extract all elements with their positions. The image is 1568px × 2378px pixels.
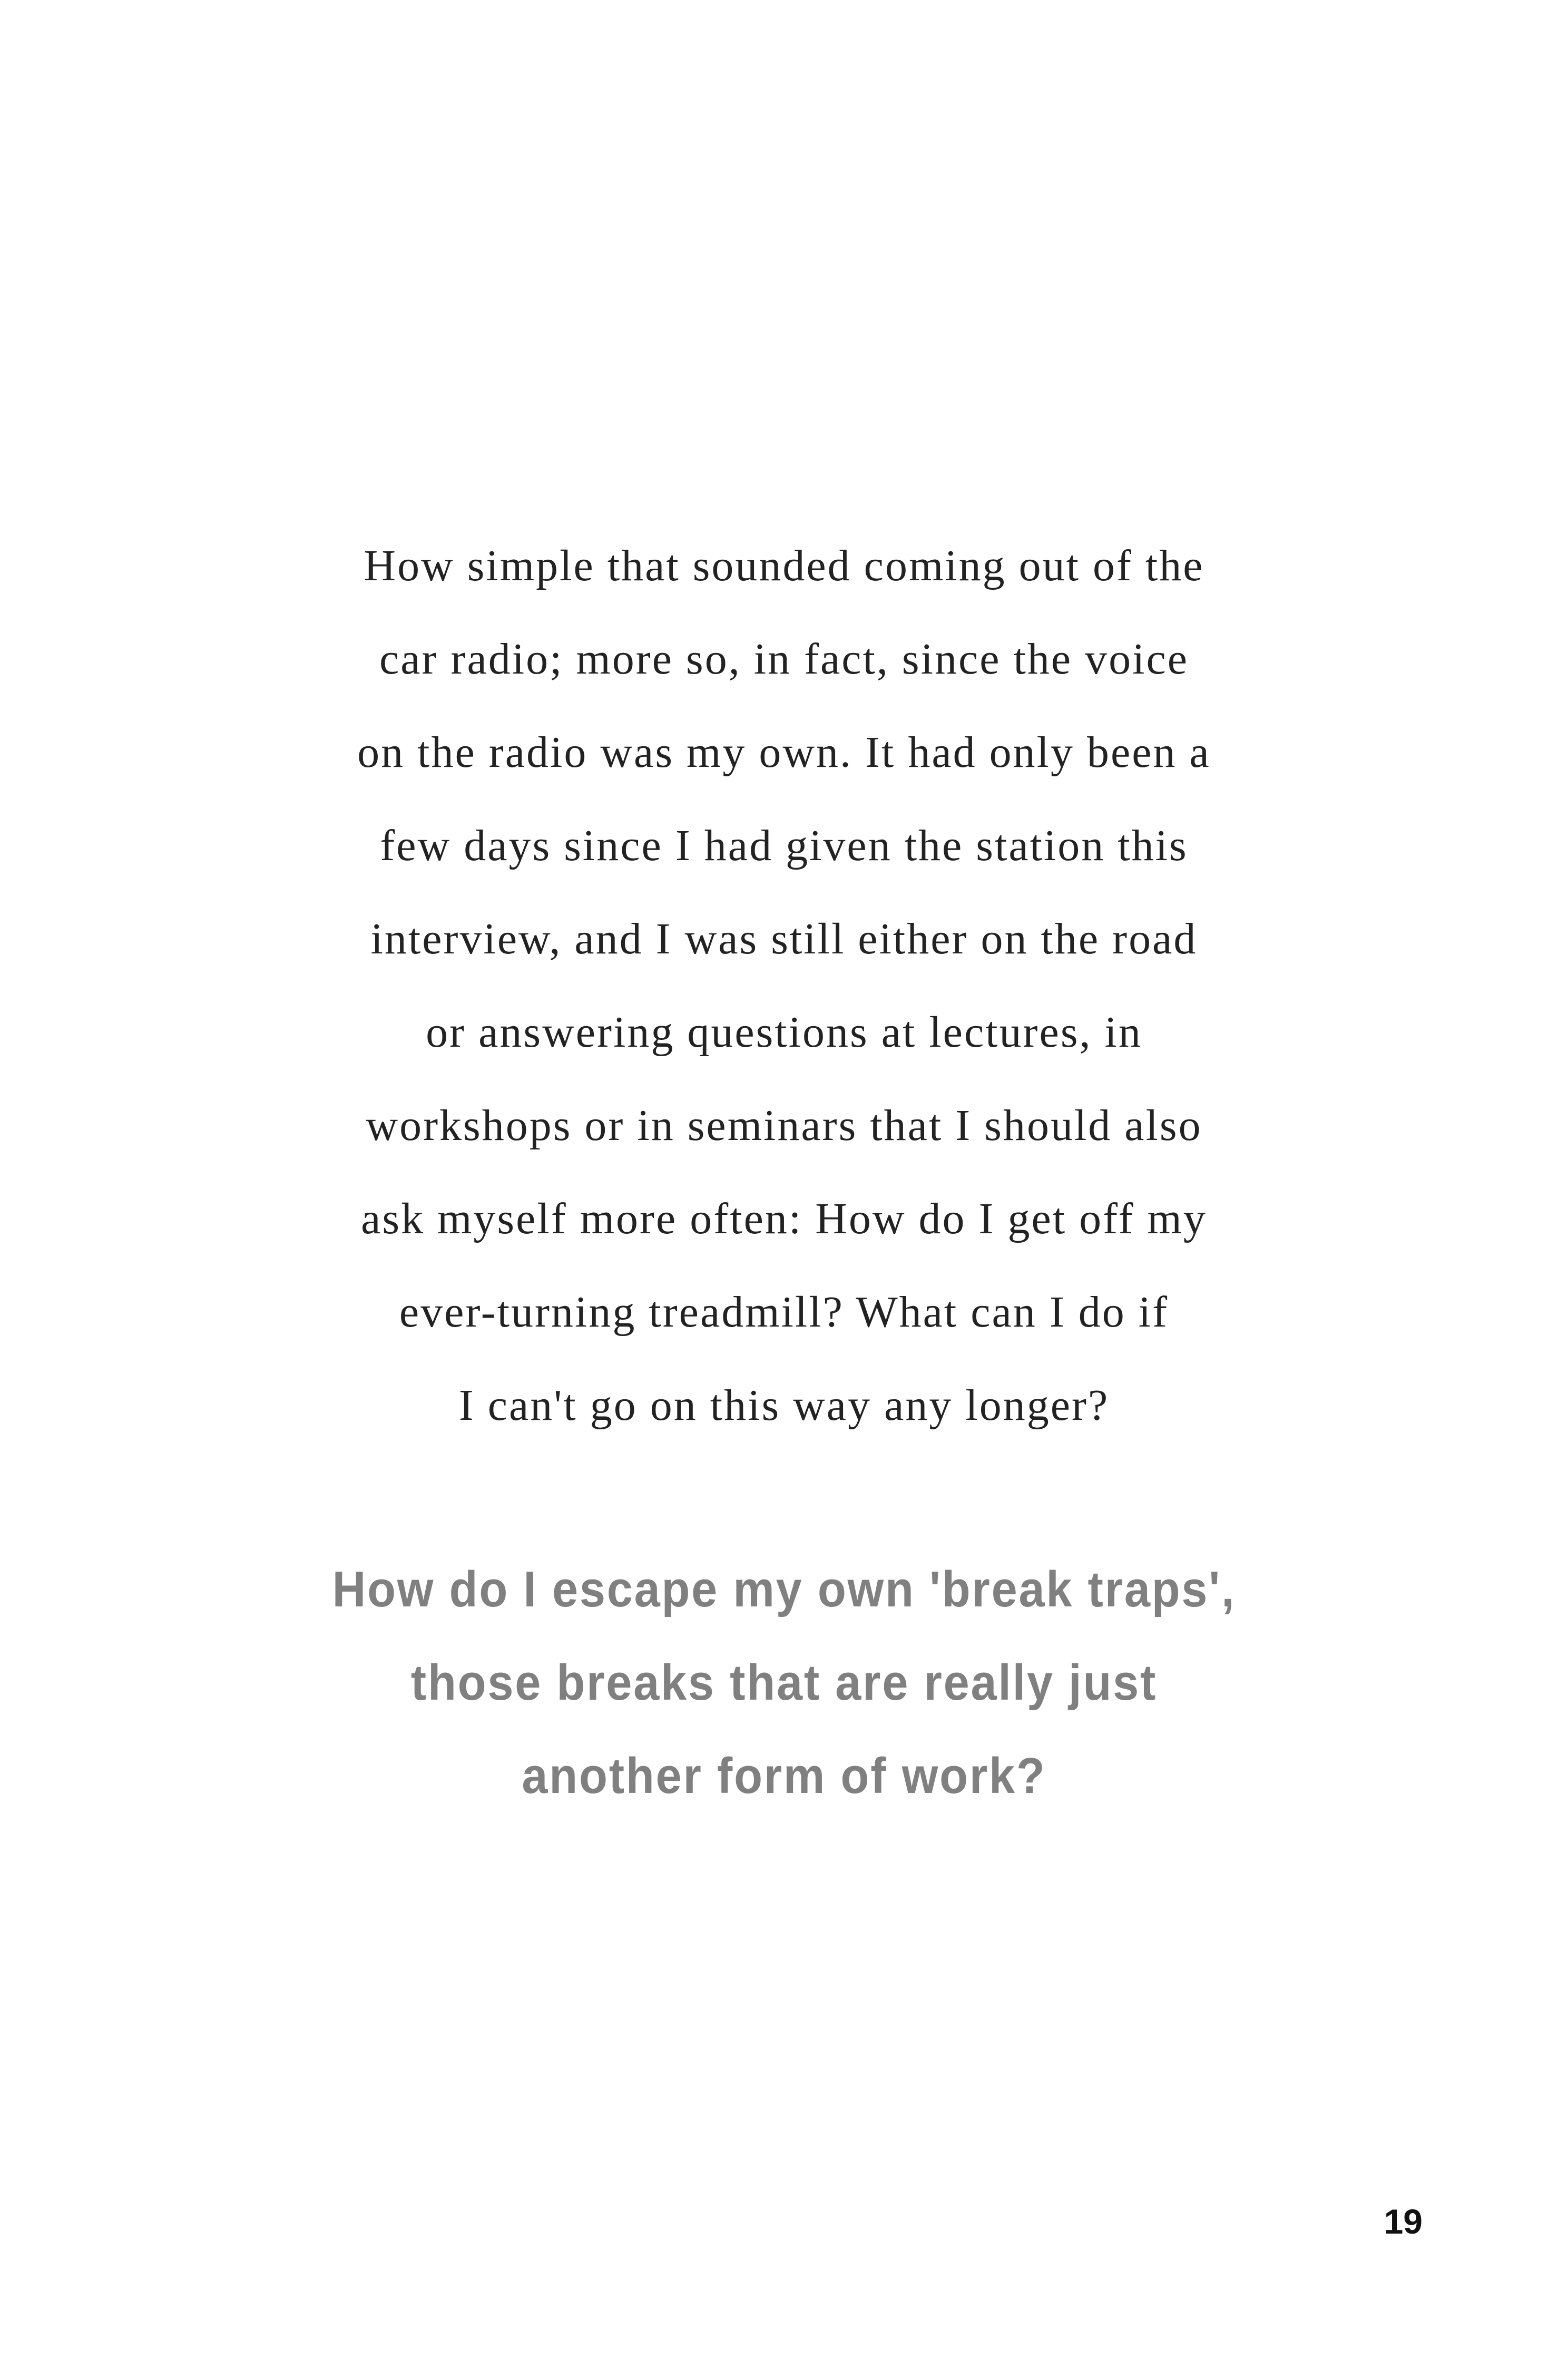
body-line: or answering questions at lectures, in xyxy=(426,1008,1142,1057)
body-line: interview, and I was still either on the road xyxy=(370,914,1198,963)
pull-quote xyxy=(296,1543,1273,1823)
pull-quote-line: How do I escape my own 'break traps', xyxy=(332,1561,1236,1617)
body-line: How simple that sounded coming out of the xyxy=(364,541,1204,590)
body-line: ask myself more often: How do I get off my xyxy=(361,1194,1207,1243)
body-line: on the radio was my own. It had only been a xyxy=(357,728,1211,777)
body-line: I can't go on this way any longer? xyxy=(458,1381,1110,1430)
body-line: car radio; more so, in fact, since the voice xyxy=(379,635,1189,684)
pull-quote-line: another form of work? xyxy=(522,1748,1046,1804)
body-line: few days since I had given the station this xyxy=(380,821,1188,870)
body-line: workshops or in seminars that I should also xyxy=(366,1101,1202,1150)
page-number: 19 xyxy=(1384,2202,1423,2241)
body-line: ever-turning treadmill? What can I do if xyxy=(399,1288,1169,1337)
pull-quote-line: those breaks that are really just xyxy=(410,1654,1158,1711)
body-paragraph xyxy=(253,519,1315,1452)
